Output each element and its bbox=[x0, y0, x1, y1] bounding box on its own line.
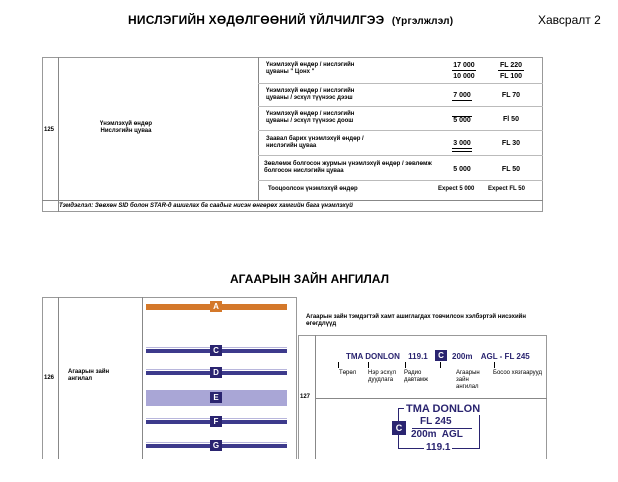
row-number-125: 125 bbox=[44, 127, 55, 133]
appendix-label: Хавсралт 2 bbox=[538, 13, 601, 27]
altitude-row-label: Үнэмлэхүй өндөр / нислэгийн цуваны " Цонх " bbox=[266, 62, 355, 75]
altitude-value-ft: Expect 5 000 bbox=[438, 186, 475, 192]
altitude-row-label: Үнэмлэхүй өндөр / нислэгийн цуваны / эсхүл түүнээс доош bbox=[266, 111, 355, 124]
altitude-value-fl: FL 220 bbox=[499, 62, 523, 69]
altitude-value-fl: FL 70 bbox=[501, 92, 521, 99]
caption-name: Нэр эсхүл дуудлага bbox=[368, 370, 396, 383]
altitude-value-ft: 10 000 bbox=[453, 73, 475, 80]
altitude-left-label: Үнэмлэхүй өндөр Нислэгийн цуваа bbox=[99, 121, 153, 134]
altitude-value-fl: Fl 50 bbox=[503, 116, 519, 123]
page-title bbox=[128, 13, 453, 27]
altitude-value-ft: 5 000 bbox=[453, 166, 471, 173]
row-number-126: 126 bbox=[44, 375, 55, 381]
example-freq: 119.1 bbox=[408, 352, 428, 361]
page-title-main: НИСЛЭГИЙН ХӨДӨЛГӨӨНИЙ ҮЙЛЧИЛГЭЭ bbox=[128, 13, 385, 27]
altitude-value-ft: 7 000 bbox=[453, 92, 471, 99]
altitude-row-label: Заавал барих үнэмлэхүй өндөр / нислэгийн цуваа bbox=[266, 136, 364, 149]
row-number-127: 127 bbox=[300, 394, 311, 400]
altitude-value-ft: 3 000 bbox=[453, 140, 471, 147]
page-title-suffix: (Үргэлжлэл) bbox=[391, 16, 454, 27]
airspace-class-letter: A bbox=[210, 301, 222, 312]
boxed-class-badge: C bbox=[392, 421, 406, 435]
airspace-class-letter: C bbox=[210, 345, 222, 356]
altitude-value-fl: FL 30 bbox=[501, 140, 521, 147]
altitude-note: Тэмдэглэл: Зөвхөн SID болон STAR-д ашиглах ба саадыг нисэн өнгөрөх хамгийн бага үнэмлэхүй bbox=[59, 203, 353, 209]
airspace-section-title: АГААРЫН ЗАЙН АНГИЛАЛ bbox=[230, 272, 390, 286]
caption-type: Төрөл bbox=[339, 370, 357, 376]
altitude-row-label: Үнэмлэхүй өндөр / нислэгийн цуваны / эсхүл түүнээс дээш bbox=[266, 88, 355, 101]
airspace-class-letter: G bbox=[210, 440, 222, 451]
boxed-fl: FL 245 bbox=[420, 416, 452, 427]
altitude-value-ft: 5 000 bbox=[453, 117, 471, 124]
example-name: TMA DONLON bbox=[346, 352, 400, 361]
altitude-value-ft: 17 000 bbox=[453, 62, 475, 69]
boxed-freq: 119.1 bbox=[426, 442, 451, 453]
altitude-row-label: Зөвлөмж болгосон журмын үнэмлэхүй өндөр / зөвлөмж болгосон нислэгийн цуваа bbox=[264, 161, 432, 174]
boxed-name: TMA DONLON bbox=[406, 403, 481, 415]
altitude-row-label: Тооцоолсон үнэмлэхүй өндөр bbox=[268, 186, 358, 192]
altitude-value-fl: FL 100 bbox=[499, 73, 523, 80]
altitude-value-fl: Expect FL 50 bbox=[488, 186, 525, 192]
airspace-class-letter: D bbox=[210, 367, 222, 378]
caption-vertical-limits: Босоо хязгаарууд bbox=[493, 370, 542, 376]
boxed-agl: 200m AGL bbox=[411, 429, 463, 440]
example-class-badge: C bbox=[435, 350, 447, 361]
example-limits bbox=[452, 352, 530, 361]
abbrev-intro: Агаарын зайн тэмдэгтэй хамт ашиглагдах товчилсон хэлбэртэй нисэхийн өгөгдлүүд bbox=[306, 314, 526, 327]
example-line bbox=[346, 352, 428, 361]
airspace-class-letter: F bbox=[210, 416, 222, 427]
caption-frequency: Радио давтамж bbox=[404, 370, 429, 383]
example-height: 200m bbox=[452, 352, 473, 361]
example-fl: AGL - FL 245 bbox=[480, 352, 530, 361]
caption-airspace-class: Агаарын зайн ангилал bbox=[456, 370, 480, 390]
airspace-left-label: Агаарын зайн ангилал bbox=[68, 369, 110, 382]
altitude-value-fl: FL 50 bbox=[501, 166, 521, 173]
airspace-class-letter: E bbox=[210, 392, 222, 403]
